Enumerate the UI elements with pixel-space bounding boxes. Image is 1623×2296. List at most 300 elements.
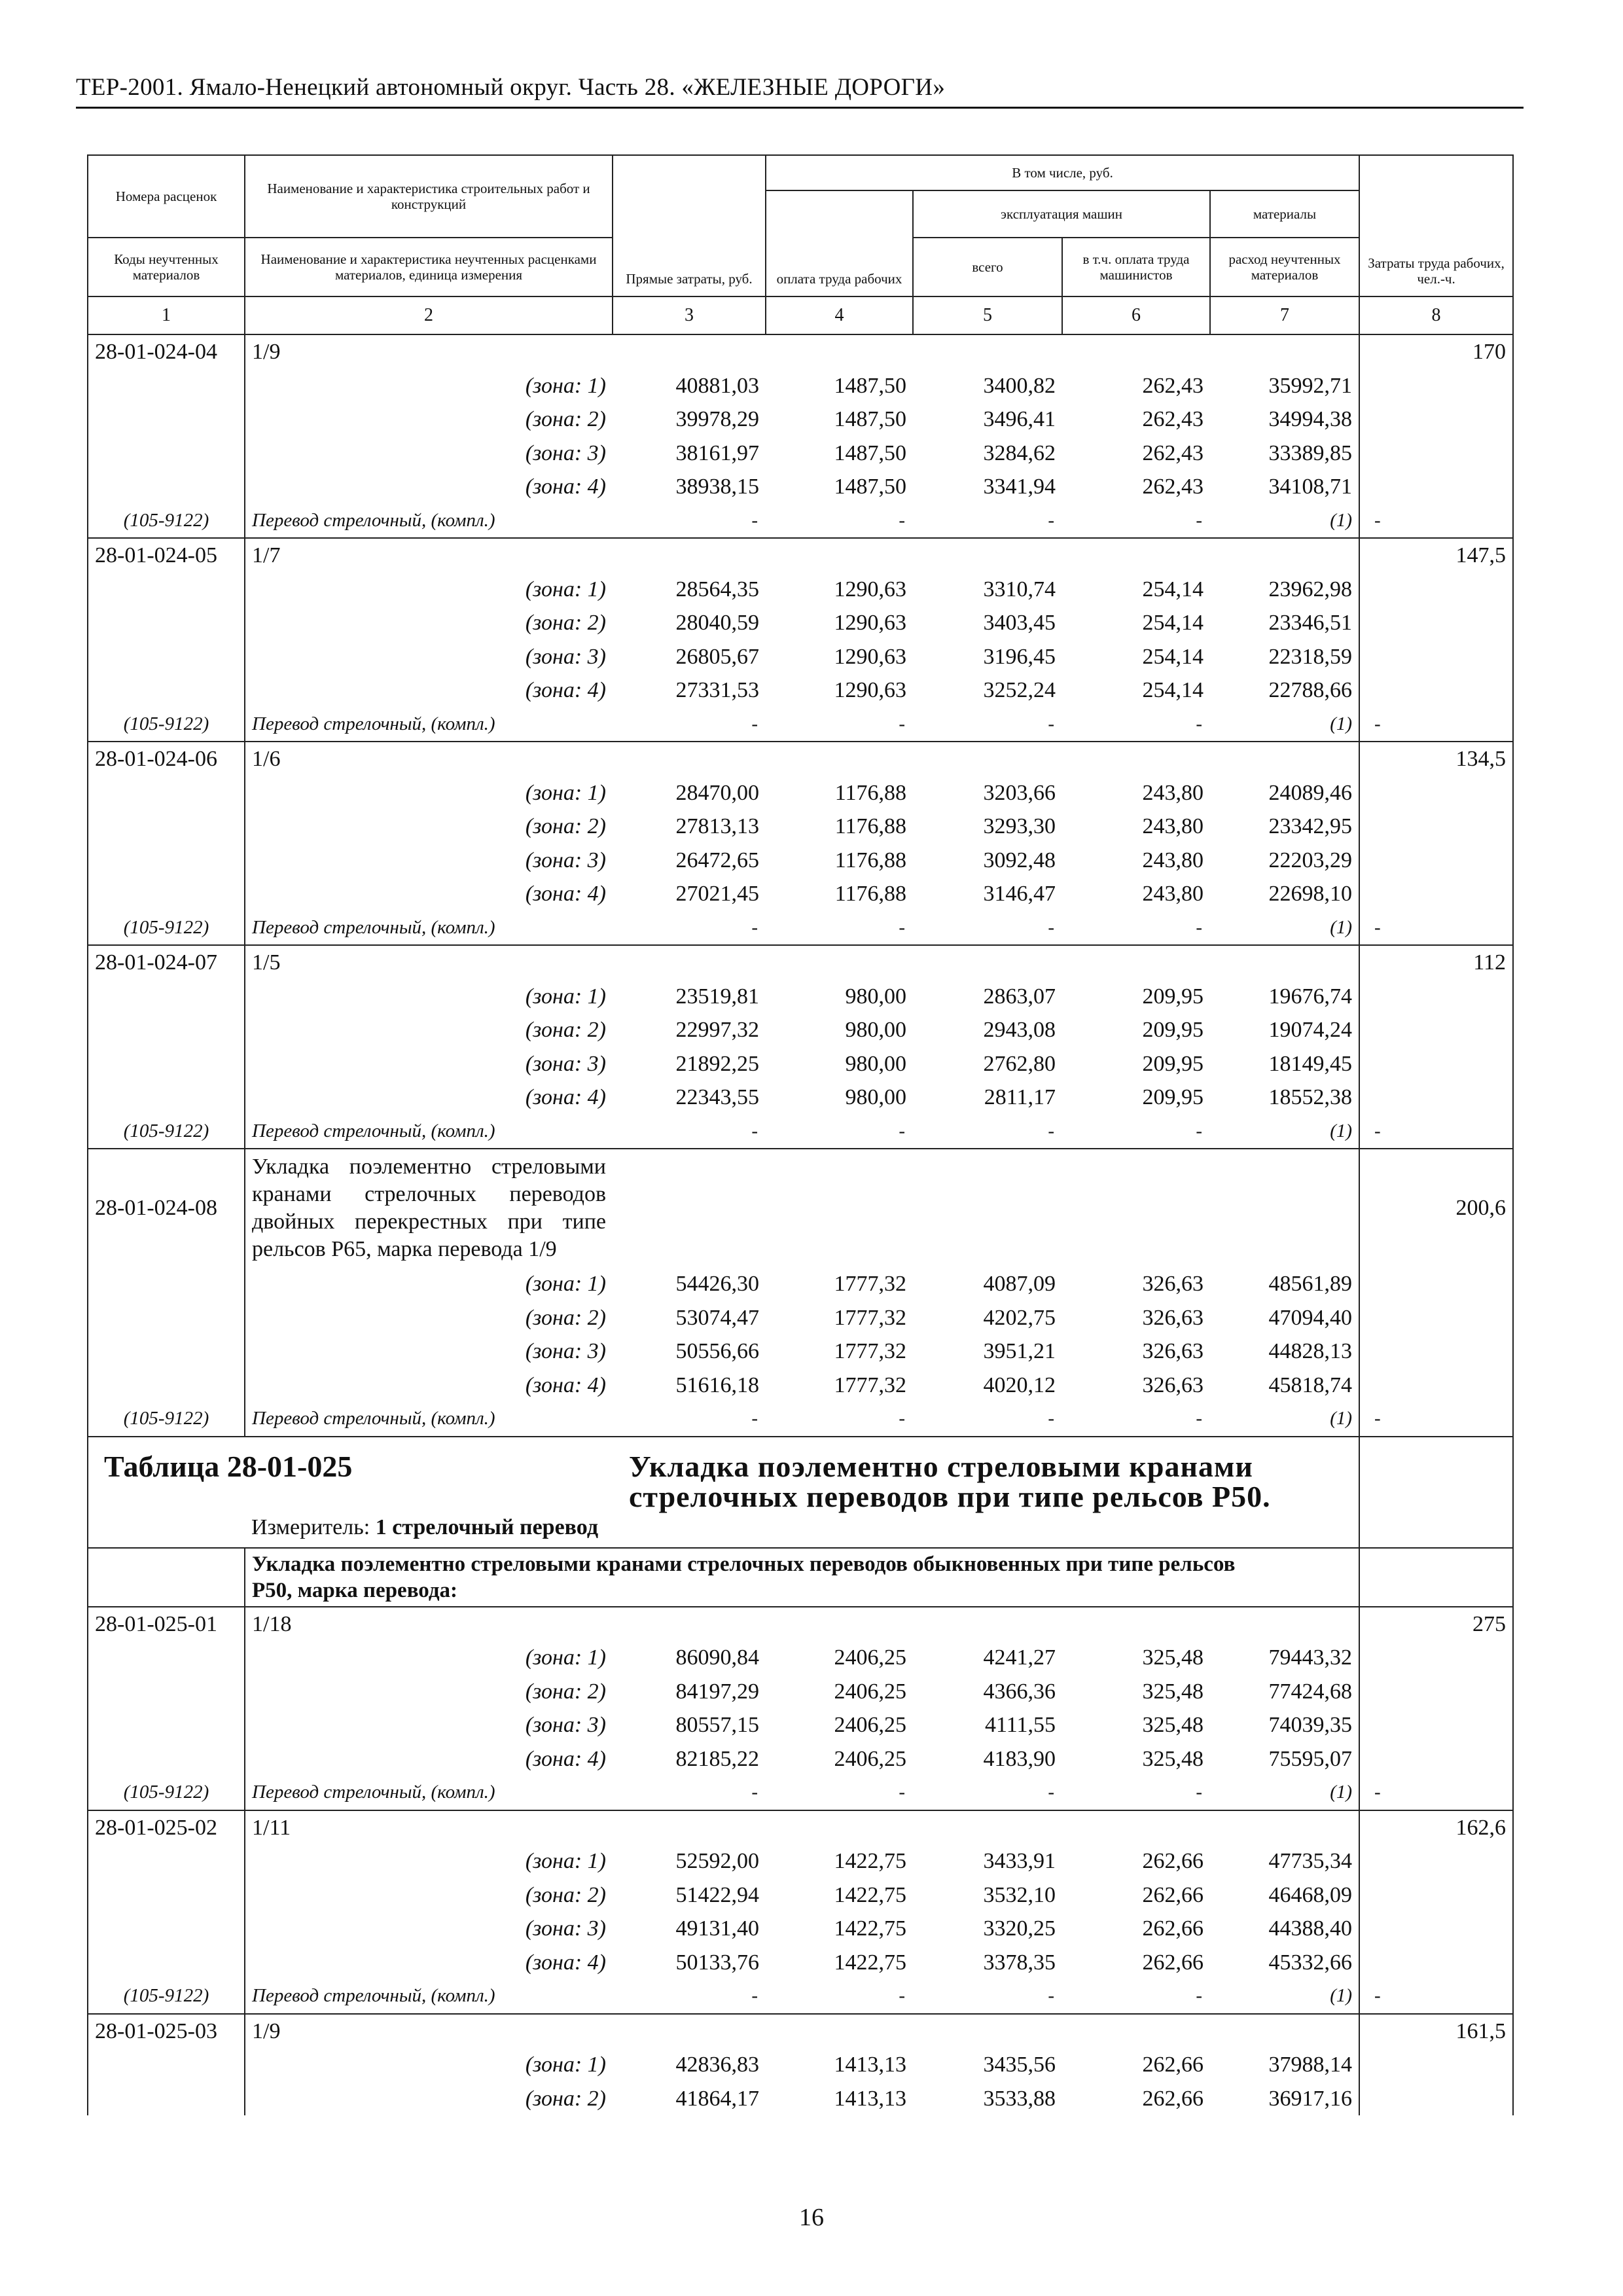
zone-value: 45332,66 <box>1268 1950 1353 1975</box>
material-qty: (1) <box>1330 916 1353 938</box>
material-dash: - <box>1196 916 1202 938</box>
zone-row <box>88 1369 1513 1403</box>
rate-row <box>88 1810 1513 1845</box>
material-dash: - <box>1359 708 1513 742</box>
zone-value: 34108,71 <box>1268 475 1353 499</box>
col-number: 4 <box>766 296 913 334</box>
zone-value: 262,43 <box>1142 475 1204 499</box>
rate-code: 28-01-024-07 <box>88 945 245 980</box>
zone-value: 254,14 <box>1142 577 1204 601</box>
rate-name: 1/6 <box>245 742 613 776</box>
material-code: (105-9122) <box>88 1115 245 1149</box>
rate-code: 28-01-024-06 <box>88 742 245 776</box>
zone-value: 19074,24 <box>1268 1018 1353 1042</box>
material-dash: - <box>1359 1402 1513 1437</box>
zone-row <box>88 1301 1513 1335</box>
material-row <box>88 1115 1513 1149</box>
material-code: (105-9122) <box>88 911 245 946</box>
material-dash: - <box>899 1985 905 2006</box>
rate-name: 1/9 <box>245 2014 613 2049</box>
col1-top-header: Номера расценок <box>88 155 245 238</box>
col1-bottom-header: Коды неучтенных материалов <box>88 238 245 296</box>
col-number: 5 <box>913 296 1062 334</box>
rate-row <box>88 945 1513 980</box>
zone-value: 49131,40 <box>675 1916 759 1941</box>
material-qty: (1) <box>1330 1120 1353 1141</box>
zone-value: 2406,25 <box>834 1679 906 1704</box>
zone-row <box>88 673 1513 708</box>
material-code: (105-9122) <box>88 1776 245 1810</box>
material-dash: - <box>899 916 905 938</box>
zone-value: 243,80 <box>1142 848 1204 872</box>
col-number: 7 <box>1210 296 1359 334</box>
material-dash: - <box>751 1120 758 1141</box>
zone-value: 24089,46 <box>1268 780 1353 805</box>
zone-value: 3146,47 <box>983 882 1056 906</box>
col3-header: Прямые затраты, руб. <box>613 155 766 296</box>
zone-value: 3284,62 <box>983 440 1056 465</box>
zone-value: 75595,07 <box>1268 1746 1353 1771</box>
zone-value: 3400,82 <box>983 373 1056 398</box>
material-dash: - <box>751 1408 758 1429</box>
labor-cost: 170 <box>1359 334 1513 369</box>
zone-row <box>88 1641 1513 1675</box>
material-dash: - <box>1048 1985 1054 2006</box>
zone-value: 39978,29 <box>675 407 759 431</box>
zone-label: (зона: 4) <box>245 1081 613 1115</box>
zone-row <box>88 1708 1513 1742</box>
zone-value: 209,95 <box>1142 1051 1204 1076</box>
zone-value: 2406,25 <box>834 1645 906 1670</box>
zone-value: 19676,74 <box>1268 984 1353 1009</box>
zone-value: 326,63 <box>1142 1339 1204 1363</box>
zone-value: 47094,40 <box>1268 1305 1353 1330</box>
col5-header: всего <box>913 238 1062 296</box>
zone-value: 1290,63 <box>834 611 906 635</box>
zone-value: 35992,71 <box>1268 373 1353 398</box>
material-row <box>88 1979 1513 2014</box>
zone-label: (зона: 3) <box>245 1335 613 1369</box>
zone-label: (зона: 1) <box>245 573 613 607</box>
table-header <box>88 155 1513 334</box>
zone-row <box>88 980 1513 1014</box>
zone-value: 209,95 <box>1142 984 1204 1009</box>
material-dash: - <box>1359 504 1513 539</box>
zone-value: 3092,48 <box>983 848 1056 872</box>
col6-header: в т.ч. оплата труда машинистов <box>1062 238 1210 296</box>
rate-name: 1/18 <box>245 1607 613 1641</box>
zone-value: 50556,66 <box>675 1339 759 1363</box>
rate-code: 28-01-024-08 <box>88 1149 245 1267</box>
zone-value: 243,80 <box>1142 814 1204 838</box>
zone-value: 23962,98 <box>1268 577 1353 601</box>
zone-value: 1487,50 <box>834 373 906 398</box>
rate-row <box>88 1607 1513 1641</box>
zone-value: 18552,38 <box>1268 1085 1353 1109</box>
zone-value: 22343,55 <box>675 1085 759 1109</box>
zone-value: 27021,45 <box>675 882 759 906</box>
rate-code: 28-01-024-05 <box>88 538 245 573</box>
rate-row <box>88 538 1513 573</box>
material-dash: - <box>751 1782 758 1803</box>
zone-value: 262,66 <box>1142 1950 1204 1975</box>
zone-value: 86090,84 <box>675 1645 759 1670</box>
zone-value: 3378,35 <box>983 1950 1056 1975</box>
price-table-container <box>87 154 1512 2115</box>
material-dash: - <box>1359 911 1513 946</box>
col-number: 6 <box>1062 296 1210 334</box>
zone-value: 262,66 <box>1142 1916 1204 1941</box>
zone-value: 1290,63 <box>834 678 906 702</box>
zone-value: 1777,32 <box>834 1339 906 1363</box>
zone-value: 4087,09 <box>983 1272 1056 1296</box>
zone-value: 1487,50 <box>834 475 906 499</box>
zone-label: (зона: 4) <box>245 877 613 911</box>
zone-value: 84197,29 <box>675 1679 759 1704</box>
zone-value: 51422,94 <box>675 1882 759 1907</box>
zone-value: 4111,55 <box>985 1713 1056 1737</box>
col4-header: оплата труда рабочих <box>766 190 913 296</box>
zone-value: 1422,75 <box>834 1882 906 1907</box>
zone-value: 3433,91 <box>983 1849 1056 1873</box>
zone-value: 325,48 <box>1142 1713 1204 1737</box>
zone-value: 22203,29 <box>1268 848 1353 872</box>
zone-value: 77424,68 <box>1268 1679 1353 1704</box>
zone-label: (зона: 3) <box>245 1047 613 1081</box>
rate-name: 1/7 <box>245 538 613 573</box>
zone-label: (зона: 3) <box>245 1912 613 1946</box>
zone-value: 18149,45 <box>1268 1051 1353 1076</box>
zone-value: 262,66 <box>1142 2086 1204 2111</box>
material-dash: - <box>1048 509 1054 531</box>
zone-label: (зона: 2) <box>245 1013 613 1047</box>
zone-value: 1777,32 <box>834 1272 906 1296</box>
zone-value: 44828,13 <box>1268 1339 1353 1363</box>
zone-row <box>88 776 1513 810</box>
material-dash: - <box>751 509 758 531</box>
labor-cost: 147,5 <box>1359 538 1513 573</box>
page-number: 16 <box>799 2204 824 2231</box>
material-code: (105-9122) <box>88 1979 245 2014</box>
zone-value: 28564,35 <box>675 577 759 601</box>
material-row <box>88 1776 1513 1810</box>
zone-row <box>88 844 1513 878</box>
material-row <box>88 708 1513 742</box>
zone-value: 262,66 <box>1142 2053 1204 2077</box>
zone-value: 21892,25 <box>675 1051 759 1076</box>
labor-cost: 200,6 <box>1359 1149 1513 1267</box>
material-name: Перевод стрелочный, (компл.) <box>245 911 613 946</box>
zone-value: 262,43 <box>1142 440 1204 465</box>
zone-value: 3951,21 <box>983 1339 1056 1363</box>
col2-bottom-header: Наименование и характеристика неучтенных расценками материалов, единица измерения <box>245 238 613 296</box>
labor-cost: 134,5 <box>1359 742 1513 776</box>
zone-label: (зона: 1) <box>245 2048 613 2082</box>
zone-row <box>88 2048 1513 2082</box>
zone-label: (зона: 1) <box>245 1267 613 1301</box>
zone-value: 254,14 <box>1142 678 1204 702</box>
material-dash: - <box>1048 1408 1054 1429</box>
zone-value: 1487,50 <box>834 407 906 431</box>
materials-header: материалы <box>1210 190 1359 238</box>
zone-value: 980,00 <box>845 1085 906 1109</box>
material-row <box>88 504 1513 539</box>
zone-value: 1777,32 <box>834 1372 906 1397</box>
zone-value: 50133,76 <box>675 1950 759 1975</box>
table-body-024 <box>88 334 1513 1437</box>
zone-value: 36917,16 <box>1268 2086 1353 2111</box>
zone-row <box>88 1047 1513 1081</box>
zone-value: 980,00 <box>845 1018 906 1042</box>
rate-name: 1/5 <box>245 945 613 980</box>
zone-value: 47735,34 <box>1268 1849 1353 1873</box>
material-code: (105-9122) <box>88 504 245 539</box>
zone-label: (зона: 1) <box>245 980 613 1014</box>
zone-value: 4241,27 <box>983 1645 1056 1670</box>
zone-label: (зона: 2) <box>245 1878 613 1912</box>
zone-value: 4366,36 <box>983 1679 1056 1704</box>
zone-value: 4202,75 <box>983 1305 1056 1330</box>
rate-row <box>88 334 1513 369</box>
zone-value: 262,66 <box>1142 1849 1204 1873</box>
rate-code: 28-01-025-02 <box>88 1810 245 1845</box>
material-dash: - <box>751 1985 758 2006</box>
rate-row <box>88 1149 1513 1267</box>
zone-row <box>88 1013 1513 1047</box>
zone-value: 1176,88 <box>834 848 906 872</box>
zone-value: 23346,51 <box>1268 611 1353 635</box>
zone-value: 980,00 <box>845 1051 906 1076</box>
zone-value: 28470,00 <box>675 780 759 805</box>
zone-label: (зона: 4) <box>245 673 613 708</box>
rate-code: 28-01-025-01 <box>88 1607 245 1641</box>
zone-value: 3533,88 <box>983 2086 1056 2111</box>
material-row <box>88 911 1513 946</box>
zone-row <box>88 1878 1513 1912</box>
zone-value: 3341,94 <box>983 475 1056 499</box>
material-dash: - <box>1196 1782 1202 1803</box>
zone-value: 44388,40 <box>1268 1916 1353 1941</box>
material-qty: (1) <box>1330 713 1353 734</box>
material-dash: - <box>1359 1776 1513 1810</box>
zone-label: (зона: 3) <box>245 640 613 674</box>
material-qty: (1) <box>1330 1408 1353 1429</box>
zone-row <box>88 437 1513 471</box>
zone-value: 28040,59 <box>675 611 759 635</box>
zone-value: 2406,25 <box>834 1713 906 1737</box>
zone-value: 26472,65 <box>675 848 759 872</box>
rate-code: 28-01-025-03 <box>88 2014 245 2049</box>
zone-value: 74039,35 <box>1268 1713 1353 1737</box>
zone-value: 326,63 <box>1142 1305 1204 1330</box>
labor-cost: 275 <box>1359 1607 1513 1641</box>
material-name: Перевод стрелочный, (компл.) <box>245 1776 613 1810</box>
zone-value: 325,48 <box>1142 1645 1204 1670</box>
material-dash: - <box>899 1782 905 1803</box>
zone-label: (зона: 4) <box>245 1369 613 1403</box>
table-body-025 <box>88 1607 1513 2116</box>
zone-value: 2811,17 <box>984 1085 1056 1109</box>
zone-value: 1413,13 <box>834 2053 906 2077</box>
zone-value: 1176,88 <box>834 882 906 906</box>
material-dash: - <box>899 1408 905 1429</box>
zone-value: 3196,45 <box>983 644 1056 669</box>
zone-value: 53074,47 <box>675 1305 759 1330</box>
measure-label: Измеритель: <box>251 1515 370 1539</box>
rate-name: 1/11 <box>245 1810 613 1845</box>
zone-value: 37988,14 <box>1268 2053 1353 2077</box>
rate-name: 1/9 <box>245 334 613 369</box>
zone-row <box>88 1844 1513 1878</box>
zone-value: 22318,59 <box>1268 644 1353 669</box>
zone-value: 1290,63 <box>834 577 906 601</box>
zone-value: 1176,88 <box>834 780 906 805</box>
zone-label: (зона: 3) <box>245 844 613 878</box>
material-code: (105-9122) <box>88 1402 245 1437</box>
zone-value: 3293,30 <box>983 814 1056 838</box>
zone-value: 980,00 <box>845 984 906 1009</box>
zone-value: 243,80 <box>1142 780 1204 805</box>
zone-row <box>88 1742 1513 1776</box>
zone-label: (зона: 1) <box>245 1641 613 1675</box>
rate-row <box>88 742 1513 776</box>
zone-label: (зона: 4) <box>245 1946 613 1980</box>
material-dash: - <box>1196 509 1202 531</box>
zone-value: 262,66 <box>1142 1882 1204 1907</box>
zone-value: 23342,95 <box>1268 814 1353 838</box>
zone-row <box>88 573 1513 607</box>
zone-value: 41864,17 <box>675 2086 759 2111</box>
zone-row <box>88 369 1513 403</box>
zone-value: 3496,41 <box>983 407 1056 431</box>
labor-cost: 162,6 <box>1359 1810 1513 1845</box>
material-dash: - <box>1196 1985 1202 2006</box>
material-dash: - <box>899 509 905 531</box>
zone-value: 3320,25 <box>983 1916 1056 1941</box>
zone-label: (зона: 2) <box>245 1301 613 1335</box>
material-name: Перевод стрелочный, (компл.) <box>245 708 613 742</box>
material-dash: - <box>751 713 758 734</box>
rate-code: 28-01-024-04 <box>88 334 245 369</box>
zone-value: 4020,12 <box>983 1372 1056 1397</box>
material-dash: - <box>1048 1782 1054 1803</box>
material-name: Перевод стрелочный, (компл.) <box>245 1979 613 2014</box>
zone-label: (зона: 3) <box>245 437 613 471</box>
zone-label: (зона: 1) <box>245 369 613 403</box>
zone-row <box>88 1675 1513 1709</box>
zone-value: 22698,10 <box>1268 882 1353 906</box>
zone-value: 82185,22 <box>675 1746 759 1771</box>
zone-value: 1487,50 <box>834 440 906 465</box>
zone-label: (зона: 2) <box>245 403 613 437</box>
zone-label: (зона: 1) <box>245 1844 613 1878</box>
machines-header: эксплуатация машин <box>913 190 1210 238</box>
zone-value: 27331,53 <box>675 678 759 702</box>
zone-value: 26805,67 <box>675 644 759 669</box>
zone-value: 79443,32 <box>1268 1645 1353 1670</box>
material-dash: - <box>1048 916 1054 938</box>
table-title: Укладка поэлементно стреловыми кранами стрелочных переводов при типе рельсов Р50. <box>613 1437 1359 1512</box>
zone-row <box>88 470 1513 504</box>
zone-label: (зона: 2) <box>245 606 613 640</box>
zone-row <box>88 810 1513 844</box>
zone-row <box>88 1267 1513 1301</box>
material-dash: - <box>1196 713 1202 734</box>
zone-value: 254,14 <box>1142 644 1204 669</box>
zone-row <box>88 606 1513 640</box>
material-qty: (1) <box>1330 509 1353 531</box>
material-dash: - <box>899 1120 905 1141</box>
zone-value: 3532,10 <box>983 1882 1056 1907</box>
zone-value: 254,14 <box>1142 611 1204 635</box>
zone-value: 2762,80 <box>983 1051 1056 1076</box>
material-name: Перевод стрелочный, (компл.) <box>245 1115 613 1149</box>
zone-value: 3310,74 <box>983 577 1056 601</box>
zone-row <box>88 1946 1513 1980</box>
zone-value: 326,63 <box>1142 1272 1204 1296</box>
zone-value: 2943,08 <box>983 1018 1056 1042</box>
zone-row <box>88 403 1513 437</box>
price-table <box>87 154 1514 2115</box>
zone-value: 22788,66 <box>1268 678 1353 702</box>
zone-row <box>88 2082 1513 2116</box>
zone-value: 2863,07 <box>983 984 1056 1009</box>
zone-value: 42836,83 <box>675 2053 759 2077</box>
zone-value: 38938,15 <box>675 475 759 499</box>
zone-value: 325,48 <box>1142 1746 1204 1771</box>
zone-value: 1422,75 <box>834 1950 906 1975</box>
zone-value: 1422,75 <box>834 1849 906 1873</box>
material-dash: - <box>1196 1408 1202 1429</box>
zone-value: 40881,03 <box>675 373 759 398</box>
zone-value: 34994,38 <box>1268 407 1353 431</box>
zone-value: 3435,56 <box>983 2053 1056 2077</box>
zone-label: (зона: 3) <box>245 1708 613 1742</box>
measure-value: 1 стрелочный перевод <box>375 1515 599 1539</box>
zone-row <box>88 640 1513 674</box>
zone-value: 325,48 <box>1142 1679 1204 1704</box>
zone-value: 3203,66 <box>983 780 1056 805</box>
zone-value: 1777,32 <box>834 1305 906 1330</box>
col2-top-header: Наименование и характеристика строительных работ и конструкций <box>245 155 613 238</box>
table-number: Таблица 28-01-025 <box>88 1437 613 1512</box>
zone-value: 4183,90 <box>983 1746 1056 1771</box>
labor-cost: 161,5 <box>1359 2014 1513 2049</box>
rate-row <box>88 2014 1513 2049</box>
zone-row <box>88 1335 1513 1369</box>
material-code: (105-9122) <box>88 708 245 742</box>
zone-value: 262,43 <box>1142 373 1204 398</box>
zone-label: (зона: 1) <box>245 776 613 810</box>
zone-value: 54426,30 <box>675 1272 759 1296</box>
page-header: ТЕР-2001. Ямало-Ненецкий автономный округ. Часть 28. «ЖЕЛЕЗНЫЕ ДОРОГИ» <box>76 73 1524 109</box>
col-number: 8 <box>1359 296 1513 334</box>
material-row <box>88 1402 1513 1437</box>
zone-value: 2406,25 <box>834 1746 906 1771</box>
zone-value: 33389,85 <box>1268 440 1353 465</box>
zone-value: 326,63 <box>1142 1372 1204 1397</box>
zone-value: 1176,88 <box>834 814 906 838</box>
material-dash: - <box>751 916 758 938</box>
zone-label: (зона: 2) <box>245 810 613 844</box>
zone-value: 52592,00 <box>675 1849 759 1873</box>
col-number: 3 <box>613 296 766 334</box>
rate-name: Укладка поэлементно стреловыми кранами стрелочных переводов двойных перекрестных при типе рельсов Р65, марка перевода 1/9 <box>245 1149 613 1267</box>
zone-value: 80557,15 <box>675 1713 759 1737</box>
zone-value: 1422,75 <box>834 1916 906 1941</box>
zone-label: (зона: 4) <box>245 1742 613 1776</box>
material-qty: (1) <box>1330 1985 1353 2006</box>
